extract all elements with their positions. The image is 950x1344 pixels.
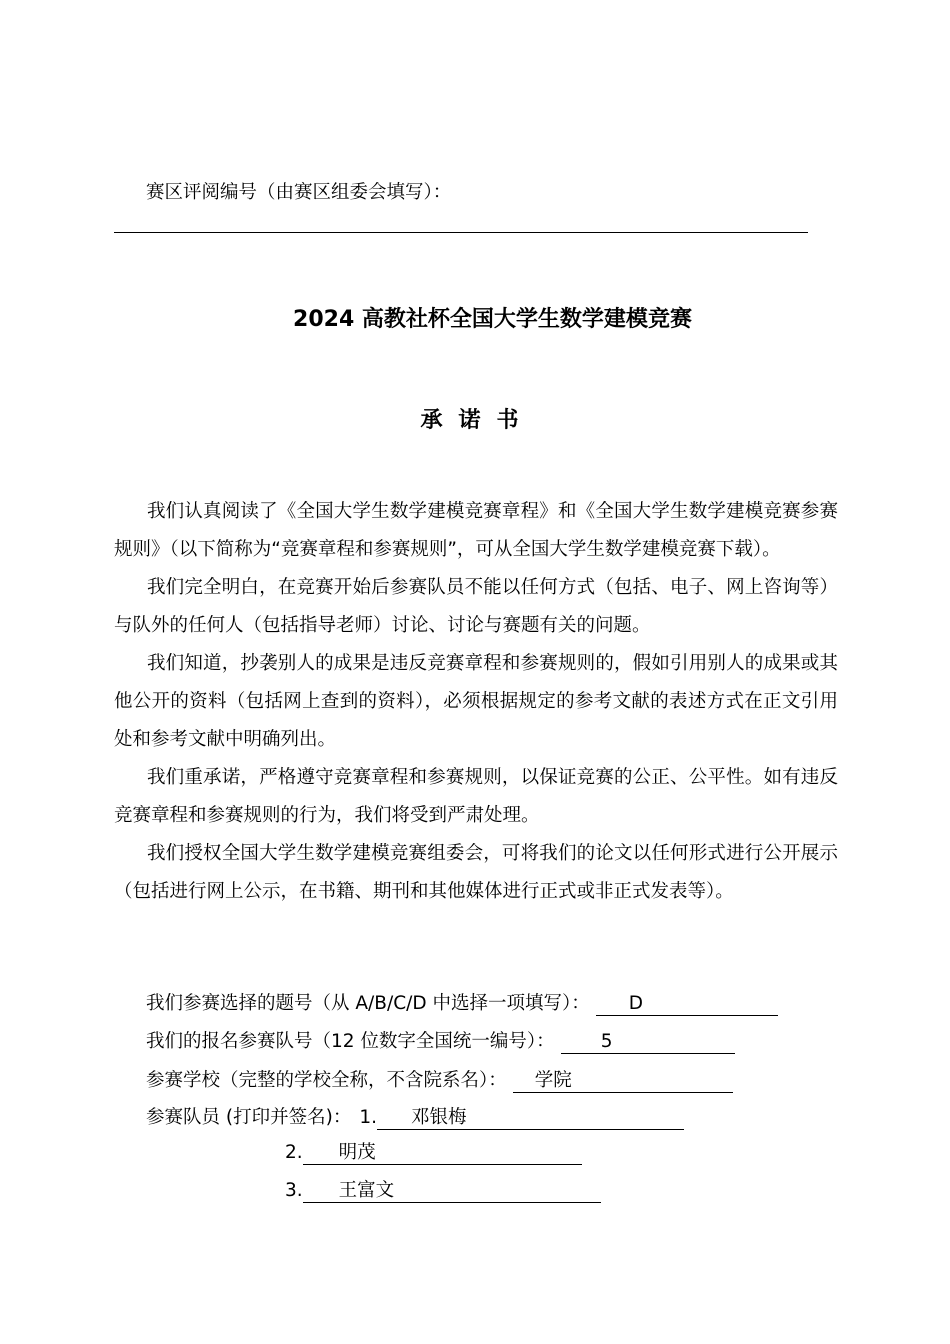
team-row	[146, 1027, 735, 1054]
member-field[interactable]	[303, 1142, 582, 1165]
paragraph: 我们重承诺，严格遵守竞赛章程和参赛规则，以保证竞赛的公正、公平性。如有违反竞赛章程和参赛规则的行为，我们将受到严肃处理。	[114, 767, 838, 826]
school-row	[146, 1066, 733, 1093]
members-label: 参赛队员 (打印并签名)：	[146, 1107, 352, 1128]
member-name: 邓银梅	[410, 1107, 467, 1128]
commitment-body	[114, 493, 838, 911]
members-row	[146, 1103, 684, 1130]
problem-row	[146, 989, 778, 1016]
review-number-label: 赛区评阅编号（由赛区组委会填写）：	[146, 182, 452, 203]
team-field[interactable]	[561, 1031, 735, 1054]
member-number: 1.	[359, 1107, 377, 1128]
school-label: 参赛学校（完整的学校全称，不含院系名）：	[146, 1070, 507, 1091]
member-row	[285, 1180, 601, 1203]
member-name: 明茂	[338, 1142, 376, 1163]
paragraph: 我们完全明白，在竞赛开始后参赛队员不能以任何方式（包括、电子、网上咨询等）与队外的任何人（包括指导老师）讨论、讨论与赛题有关的问题。	[114, 577, 838, 636]
paragraph: 我们授权全国大学生数学建模竞赛组委会，可将我们的论文以任何形式进行公开展示（包括进行网上公示，在书籍、期刊和其他媒体进行正式或非正式发表等）。	[114, 843, 838, 902]
member-number: 2.	[285, 1142, 303, 1163]
team-label: 我们的报名参赛队号（12 位数字全国统一编号）：	[146, 1031, 555, 1052]
member-field[interactable]	[303, 1180, 601, 1203]
problem-field[interactable]	[596, 993, 778, 1016]
team-value: 5	[600, 1031, 613, 1052]
paragraph: 我们认真阅读了《全国大学生数学建模竞赛章程》和《全国大学生数学建模竞赛参赛规则》（以下简称为“竞赛章程和参赛规则”，可从全国大学生数学建模竞赛下载）。	[114, 501, 838, 560]
problem-value: D	[628, 993, 643, 1014]
paragraph: 我们知道，抄袭别人的成果是违反竞赛章程和参赛规则的，假如引用别人的成果或其他公开的资料（包括网上查到的资料），必须根据规定的参考文献的表述方式在正文引用处和参考文献中明确列出。	[114, 653, 838, 750]
divider-line	[114, 232, 808, 233]
member-row	[285, 1142, 582, 1165]
member-name: 王富文	[338, 1180, 395, 1201]
member-number: 3.	[285, 1180, 303, 1201]
competition-title: 2024 高教社杯全国大学生数学建模竞赛	[293, 307, 692, 332]
commitment-title: 承诺书	[420, 408, 535, 433]
problem-label: 我们参赛选择的题号（从 A/B/C/D 中选择一项填写）：	[146, 993, 590, 1014]
member-field[interactable]	[377, 1107, 684, 1130]
school-field[interactable]	[513, 1070, 733, 1093]
school-value: 学院	[534, 1070, 572, 1091]
